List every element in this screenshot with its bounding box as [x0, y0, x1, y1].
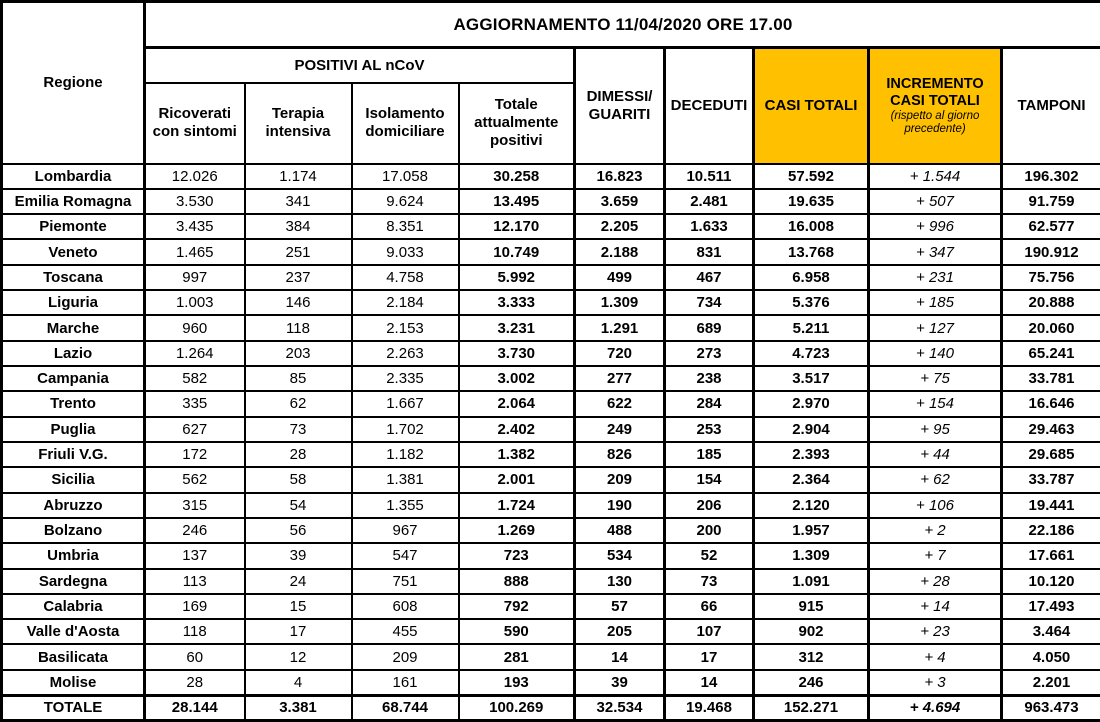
terapia-intensiva-cell: 203	[245, 341, 352, 366]
deceduti-cell: 238	[665, 366, 754, 391]
region-name-cell: Toscana	[2, 265, 145, 290]
incremento-cell: + 3	[869, 670, 1002, 695]
region-name-cell: Emilia Romagna	[2, 189, 145, 214]
totale-positivi-cell: 5.992	[459, 265, 575, 290]
isolamento-cell: 2.184	[352, 290, 459, 315]
col-group-positivi: POSITIVI AL nCoV	[145, 48, 575, 83]
totale-positivi-cell: 193	[459, 670, 575, 695]
dimessi-guariti-cell: 2.188	[575, 239, 665, 264]
terapia-intensiva-cell: 146	[245, 290, 352, 315]
region-name-cell: Molise	[2, 670, 145, 695]
tamponi-cell: 3.464	[1002, 619, 1100, 644]
table-row	[2, 391, 1100, 416]
deceduti-cell: 467	[665, 265, 754, 290]
incremento-cell: + 44	[869, 442, 1002, 467]
table-row	[2, 543, 1100, 568]
terapia-intensiva-cell: 12	[245, 644, 352, 669]
ricoverati-cell: 3.435	[145, 214, 245, 239]
isolamento-cell: 2.335	[352, 366, 459, 391]
table-row	[2, 214, 1100, 239]
ricoverati-cell: 113	[145, 569, 245, 594]
table-row	[2, 366, 1100, 391]
table-row	[2, 417, 1100, 442]
table-header	[2, 2, 1100, 164]
terapia-intensiva-cell: 251	[245, 239, 352, 264]
tamponi-cell: 190.912	[1002, 239, 1100, 264]
totale-positivi-cell: 281	[459, 644, 575, 669]
dimessi-guariti-cell: 16.823	[575, 164, 665, 189]
table-row	[2, 442, 1100, 467]
incremento-cell: + 62	[869, 467, 1002, 492]
table-row	[2, 315, 1100, 340]
region-name-cell: Liguria	[2, 290, 145, 315]
ricoverati-cell: 960	[145, 315, 245, 340]
col-header-deceduti: DECEDUTI	[665, 48, 754, 164]
ricoverati-cell: 627	[145, 417, 245, 442]
deceduti-cell: 1.633	[665, 214, 754, 239]
casi-totali-cell: 5.376	[754, 290, 869, 315]
terapia-intensiva-cell: 28	[245, 442, 352, 467]
region-name-cell: Valle d'Aosta	[2, 619, 145, 644]
incremento-cell: + 28	[869, 569, 1002, 594]
region-name-cell: Sardegna	[2, 569, 145, 594]
incremento-cell: + 140	[869, 341, 1002, 366]
deceduti-cell: 253	[665, 417, 754, 442]
totale-positivi-cell: 3.002	[459, 366, 575, 391]
region-name-cell: Marche	[2, 315, 145, 340]
tamponi-cell: 22.186	[1002, 518, 1100, 543]
deceduti-cell: 689	[665, 315, 754, 340]
isolamento-cell: 9.624	[352, 189, 459, 214]
isolamento-cell: 2.153	[352, 315, 459, 340]
casi-totali-cell: 902	[754, 619, 869, 644]
casi-totali-cell: 16.008	[754, 214, 869, 239]
table-row	[2, 265, 1100, 290]
title-row	[2, 2, 1100, 48]
table-row	[2, 518, 1100, 543]
totale-positivi-cell: 3.730	[459, 341, 575, 366]
casi-totali-cell: 13.768	[754, 239, 869, 264]
totale-positivi-cell: 3.333	[459, 290, 575, 315]
col-header-incremento	[869, 48, 1002, 164]
totale-positivi-cell: 888	[459, 569, 575, 594]
totale-positivi-cell: 1.382	[459, 442, 575, 467]
col-header-casi-totali: CASI TOTALI	[754, 48, 869, 164]
terapia-intensiva-cell: 58	[245, 467, 352, 492]
deceduti-cell: 185	[665, 442, 754, 467]
col-header-dimessi-guariti: DIMESSI/ GUARITI	[575, 48, 665, 164]
totale-positivi-cell: 723	[459, 543, 575, 568]
terapia-intensiva-cell: 118	[245, 315, 352, 340]
table-row	[2, 341, 1100, 366]
casi-totali-cell: 1.957	[754, 518, 869, 543]
dimessi-guariti-cell: 2.205	[575, 214, 665, 239]
terapia-intensiva-cell: 237	[245, 265, 352, 290]
deceduti-cell: 284	[665, 391, 754, 416]
dimessi-guariti-cell: 32.534	[575, 695, 665, 720]
deceduti-cell: 831	[665, 239, 754, 264]
tamponi-cell: 62.577	[1002, 214, 1100, 239]
casi-totali-cell: 2.970	[754, 391, 869, 416]
totale-positivi-cell: 13.495	[459, 189, 575, 214]
isolamento-cell: 68.744	[352, 695, 459, 720]
totale-positivi-cell: 3.231	[459, 315, 575, 340]
isolamento-cell: 1.182	[352, 442, 459, 467]
isolamento-cell: 4.758	[352, 265, 459, 290]
incremento-cell: + 507	[869, 189, 1002, 214]
region-name-cell: Veneto	[2, 239, 145, 264]
isolamento-cell: 1.355	[352, 493, 459, 518]
totale-positivi-cell: 2.402	[459, 417, 575, 442]
ricoverati-cell: 997	[145, 265, 245, 290]
ricoverati-cell: 12.026	[145, 164, 245, 189]
isolamento-cell: 547	[352, 543, 459, 568]
incremento-cell: + 154	[869, 391, 1002, 416]
region-name-cell: Sicilia	[2, 467, 145, 492]
totale-positivi-cell: 100.269	[459, 695, 575, 720]
isolamento-cell: 17.058	[352, 164, 459, 189]
table-row	[2, 569, 1100, 594]
dimessi-guariti-cell: 14	[575, 644, 665, 669]
ricoverati-cell: 60	[145, 644, 245, 669]
incremento-cell: + 1.544	[869, 164, 1002, 189]
tamponi-cell: 17.661	[1002, 543, 1100, 568]
tamponi-cell: 75.756	[1002, 265, 1100, 290]
totale-positivi-cell: 792	[459, 594, 575, 619]
tamponi-cell: 29.463	[1002, 417, 1100, 442]
ricoverati-cell: 1.003	[145, 290, 245, 315]
ricoverati-cell: 315	[145, 493, 245, 518]
isolamento-cell: 751	[352, 569, 459, 594]
casi-totali-cell: 2.393	[754, 442, 869, 467]
terapia-intensiva-cell: 39	[245, 543, 352, 568]
totale-positivi-cell: 12.170	[459, 214, 575, 239]
totale-positivi-cell: 30.258	[459, 164, 575, 189]
tamponi-cell: 16.646	[1002, 391, 1100, 416]
terapia-intensiva-cell: 4	[245, 670, 352, 695]
table-row	[2, 239, 1100, 264]
casi-totali-cell: 4.723	[754, 341, 869, 366]
dimessi-guariti-cell: 205	[575, 619, 665, 644]
dimessi-guariti-cell: 209	[575, 467, 665, 492]
tamponi-cell: 17.493	[1002, 594, 1100, 619]
region-name-cell: Piemonte	[2, 214, 145, 239]
region-name-cell: Abruzzo	[2, 493, 145, 518]
isolamento-cell: 2.263	[352, 341, 459, 366]
deceduti-cell: 14	[665, 670, 754, 695]
dimessi-guariti-cell: 622	[575, 391, 665, 416]
isolamento-cell: 967	[352, 518, 459, 543]
ricoverati-cell: 28.144	[145, 695, 245, 720]
incremento-cell: + 23	[869, 619, 1002, 644]
deceduti-cell: 19.468	[665, 695, 754, 720]
terapia-intensiva-cell: 341	[245, 189, 352, 214]
deceduti-cell: 200	[665, 518, 754, 543]
incremento-cell: + 231	[869, 265, 1002, 290]
dimessi-guariti-cell: 499	[575, 265, 665, 290]
casi-totali-cell: 1.309	[754, 543, 869, 568]
ricoverati-cell: 1.264	[145, 341, 245, 366]
isolamento-cell: 455	[352, 619, 459, 644]
table-row	[2, 619, 1100, 644]
terapia-intensiva-cell: 62	[245, 391, 352, 416]
casi-totali-cell: 915	[754, 594, 869, 619]
casi-totali-cell: 246	[754, 670, 869, 695]
ricoverati-cell: 1.465	[145, 239, 245, 264]
casi-totali-cell: 2.120	[754, 493, 869, 518]
casi-totali-cell: 3.517	[754, 366, 869, 391]
incremento-cell: + 4	[869, 644, 1002, 669]
incremento-cell: + 347	[869, 239, 1002, 264]
deceduti-cell: 17	[665, 644, 754, 669]
table-row	[2, 644, 1100, 669]
isolamento-cell: 9.033	[352, 239, 459, 264]
table-row	[2, 290, 1100, 315]
terapia-intensiva-cell: 73	[245, 417, 352, 442]
casi-totali-cell: 152.271	[754, 695, 869, 720]
tamponi-cell: 91.759	[1002, 189, 1100, 214]
casi-totali-cell: 19.635	[754, 189, 869, 214]
region-name-cell: Umbria	[2, 543, 145, 568]
dimessi-guariti-cell: 534	[575, 543, 665, 568]
isolamento-cell: 1.667	[352, 391, 459, 416]
incremento-cell: + 2	[869, 518, 1002, 543]
deceduti-cell: 734	[665, 290, 754, 315]
region-name-cell: Calabria	[2, 594, 145, 619]
totale-positivi-cell: 10.749	[459, 239, 575, 264]
ricoverati-cell: 562	[145, 467, 245, 492]
deceduti-cell: 10.511	[665, 164, 754, 189]
tamponi-cell: 29.685	[1002, 442, 1100, 467]
dimessi-guariti-cell: 3.659	[575, 189, 665, 214]
terapia-intensiva-cell: 24	[245, 569, 352, 594]
casi-totali-cell: 1.091	[754, 569, 869, 594]
terapia-intensiva-cell: 1.174	[245, 164, 352, 189]
casi-totali-cell: 5.211	[754, 315, 869, 340]
incremento-cell: + 75	[869, 366, 1002, 391]
deceduti-cell: 154	[665, 467, 754, 492]
incremento-label: INCREMENTO CASI TOTALI	[886, 75, 984, 109]
totale-positivi-cell: 590	[459, 619, 575, 644]
col-header-terapia: Terapia intensiva	[245, 83, 352, 164]
casi-totali-cell: 57.592	[754, 164, 869, 189]
incremento-cell: + 7	[869, 543, 1002, 568]
isolamento-cell: 8.351	[352, 214, 459, 239]
dimessi-guariti-cell: 826	[575, 442, 665, 467]
isolamento-cell: 1.702	[352, 417, 459, 442]
table-row	[2, 670, 1100, 695]
ricoverati-cell: 137	[145, 543, 245, 568]
deceduti-cell: 2.481	[665, 189, 754, 214]
dimessi-guariti-cell: 488	[575, 518, 665, 543]
terapia-intensiva-cell: 56	[245, 518, 352, 543]
region-name-cell: Bolzano	[2, 518, 145, 543]
ricoverati-cell: 582	[145, 366, 245, 391]
deceduti-cell: 107	[665, 619, 754, 644]
region-name-cell: Trento	[2, 391, 145, 416]
col-header-ricoverati: Ricoverati con sintomi	[145, 83, 245, 164]
region-name-cell: Lazio	[2, 341, 145, 366]
deceduti-cell: 66	[665, 594, 754, 619]
dimessi-guariti-cell: 1.309	[575, 290, 665, 315]
region-name-cell: Puglia	[2, 417, 145, 442]
total-row	[2, 695, 1100, 720]
isolamento-cell: 1.381	[352, 467, 459, 492]
terapia-intensiva-cell: 54	[245, 493, 352, 518]
tamponi-cell: 963.473	[1002, 695, 1100, 720]
dimessi-guariti-cell: 249	[575, 417, 665, 442]
tamponi-cell: 19.441	[1002, 493, 1100, 518]
group-header-row	[2, 48, 1100, 83]
dimessi-guariti-cell: 57	[575, 594, 665, 619]
incremento-cell: + 4.694	[869, 695, 1002, 720]
incremento-cell: + 14	[869, 594, 1002, 619]
casi-totali-cell: 2.364	[754, 467, 869, 492]
region-name-cell: Friuli V.G.	[2, 442, 145, 467]
terapia-intensiva-cell: 15	[245, 594, 352, 619]
region-name-cell: Lombardia	[2, 164, 145, 189]
isolamento-cell: 209	[352, 644, 459, 669]
table-row	[2, 467, 1100, 492]
terapia-intensiva-cell: 3.381	[245, 695, 352, 720]
incremento-note: (rispetto al giorno precedente)	[890, 110, 980, 135]
tamponi-cell: 65.241	[1002, 341, 1100, 366]
deceduti-cell: 273	[665, 341, 754, 366]
deceduti-cell: 73	[665, 569, 754, 594]
deceduti-cell: 206	[665, 493, 754, 518]
tamponi-cell: 2.201	[1002, 670, 1100, 695]
col-header-regione: Regione	[2, 2, 145, 164]
isolamento-cell: 608	[352, 594, 459, 619]
dimessi-guariti-cell: 190	[575, 493, 665, 518]
region-name-cell: TOTALE	[2, 695, 145, 720]
tamponi-cell: 33.787	[1002, 467, 1100, 492]
region-name-cell: Campania	[2, 366, 145, 391]
table-row	[2, 189, 1100, 214]
ricoverati-cell: 169	[145, 594, 245, 619]
ricoverati-cell: 3.530	[145, 189, 245, 214]
totale-positivi-cell: 1.724	[459, 493, 575, 518]
incremento-cell: + 106	[869, 493, 1002, 518]
region-name-cell: Basilicata	[2, 644, 145, 669]
totale-positivi-cell: 2.064	[459, 391, 575, 416]
table-title: AGGIORNAMENTO 11/04/2020 ORE 17.00	[145, 2, 1100, 48]
casi-totali-cell: 2.904	[754, 417, 869, 442]
terapia-intensiva-cell: 384	[245, 214, 352, 239]
terapia-intensiva-cell: 85	[245, 366, 352, 391]
incremento-cell: + 95	[869, 417, 1002, 442]
totale-positivi-cell: 2.001	[459, 467, 575, 492]
incremento-cell: + 996	[869, 214, 1002, 239]
isolamento-cell: 161	[352, 670, 459, 695]
tamponi-cell: 20.060	[1002, 315, 1100, 340]
col-header-tamponi: TAMPONI	[1002, 48, 1100, 164]
table-body	[2, 164, 1100, 721]
col-header-isolamento: Isolamento domiciliare	[352, 83, 459, 164]
ricoverati-cell: 246	[145, 518, 245, 543]
tamponi-cell: 196.302	[1002, 164, 1100, 189]
terapia-intensiva-cell: 17	[245, 619, 352, 644]
casi-totali-cell: 6.958	[754, 265, 869, 290]
ricoverati-cell: 335	[145, 391, 245, 416]
dimessi-guariti-cell: 39	[575, 670, 665, 695]
casi-totali-cell: 312	[754, 644, 869, 669]
dimessi-guariti-cell: 1.291	[575, 315, 665, 340]
ricoverati-cell: 172	[145, 442, 245, 467]
tamponi-cell: 4.050	[1002, 644, 1100, 669]
dimessi-guariti-cell: 720	[575, 341, 665, 366]
ricoverati-cell: 118	[145, 619, 245, 644]
dimessi-guariti-cell: 130	[575, 569, 665, 594]
incremento-cell: + 127	[869, 315, 1002, 340]
incremento-cell: + 185	[869, 290, 1002, 315]
table-row	[2, 493, 1100, 518]
col-header-totale-positivi: Totale attualmente positivi	[459, 83, 575, 164]
dimessi-guariti-cell: 277	[575, 366, 665, 391]
tamponi-cell: 20.888	[1002, 290, 1100, 315]
deceduti-cell: 52	[665, 543, 754, 568]
table-row	[2, 164, 1100, 189]
ricoverati-cell: 28	[145, 670, 245, 695]
totale-positivi-cell: 1.269	[459, 518, 575, 543]
tamponi-cell: 33.781	[1002, 366, 1100, 391]
tamponi-cell: 10.120	[1002, 569, 1100, 594]
table-row	[2, 594, 1100, 619]
